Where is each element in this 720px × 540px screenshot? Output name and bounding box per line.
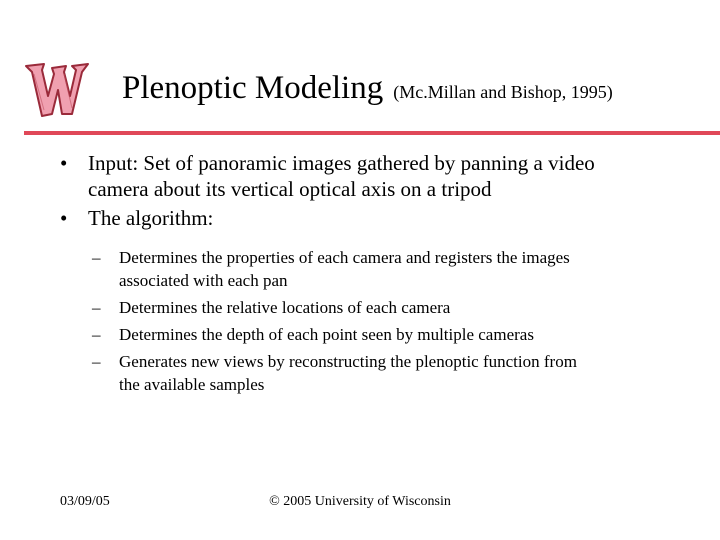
sub-bullet-line: Determines the relative locations of each camera bbox=[119, 298, 451, 317]
sub-bullet-line: associated with each pan bbox=[119, 271, 288, 290]
sub-bullet-item bbox=[92, 246, 682, 292]
sub-bullet-item bbox=[92, 350, 682, 396]
sub-bullet-item bbox=[92, 323, 682, 346]
w-logo-icon bbox=[22, 52, 92, 122]
bullet-line: camera about its vertical optical axis on a tripod bbox=[88, 177, 492, 201]
bullet-mark: • bbox=[60, 206, 68, 230]
bullet-line: The algorithm: bbox=[88, 206, 214, 230]
sub-bullet-line: Determines the depth of each point seen by multiple cameras bbox=[119, 325, 534, 344]
title-divider bbox=[24, 131, 720, 135]
sub-bullet-line: Determines the properties of each camera and registers the images bbox=[119, 248, 570, 267]
sub-bullet-mark: – bbox=[92, 352, 101, 371]
slide-title bbox=[122, 70, 712, 107]
bullet-line: Input: Set of panoramic images gathered by panning a video bbox=[88, 151, 595, 175]
footer-date: 03/09/05 bbox=[60, 494, 110, 509]
sub-bullet-line: Generates new views by reconstructing the plenoptic function from bbox=[119, 352, 577, 371]
bullet-list bbox=[60, 150, 680, 234]
sub-bullet-line: the available samples bbox=[119, 375, 265, 394]
footer-copyright: © 2005 University of Wisconsin bbox=[269, 494, 451, 509]
title-citation: (Mc.Millan and Bishop, 1995) bbox=[393, 82, 613, 102]
bullet-mark: • bbox=[60, 151, 68, 175]
title-main: Plenoptic Modeling bbox=[122, 70, 384, 106]
sub-bullet-list bbox=[92, 246, 682, 400]
bullet-item bbox=[60, 150, 680, 202]
bullet-item bbox=[60, 205, 680, 231]
sub-bullet-mark: – bbox=[92, 248, 101, 267]
sub-bullet-item bbox=[92, 296, 682, 319]
sub-bullet-mark: – bbox=[92, 298, 101, 317]
sub-bullet-mark: – bbox=[92, 325, 101, 344]
